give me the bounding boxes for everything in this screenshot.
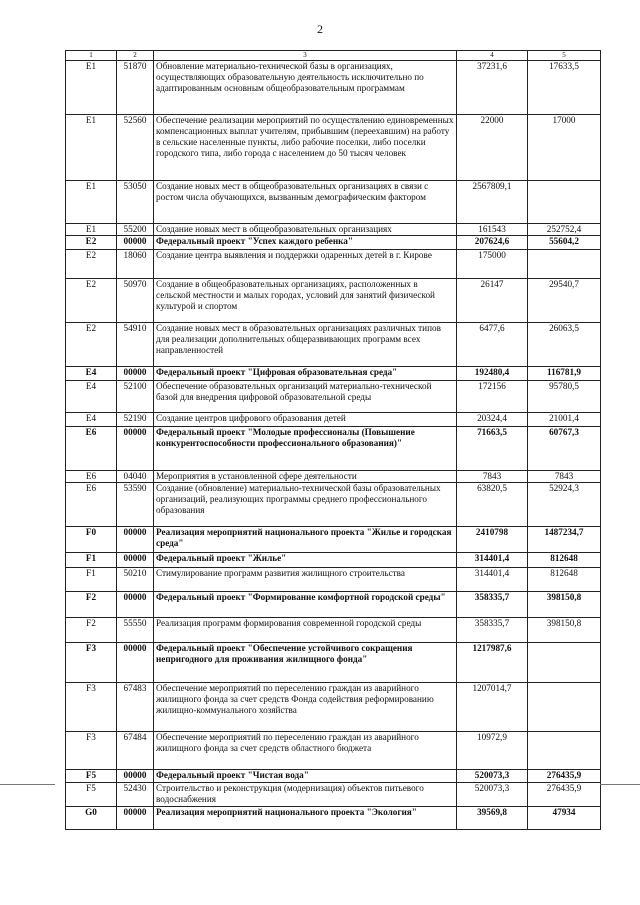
cell-description: Создание новых мест в общеобразовательных организациях в связи с ростом числа обучающихся, вызванным демографическим фактором [154, 181, 457, 224]
cell-amount-1: 26147 [457, 279, 528, 323]
cell-subcode: 00000 [117, 236, 154, 250]
budget-table [65, 50, 601, 830]
cell-amount-2: 812648 [528, 553, 601, 568]
cell-subcode: 55200 [117, 224, 154, 236]
table-row [66, 181, 601, 224]
cell-description: Обеспечение образовательных организаций материально-технической базой для внедрения цифровой образовательной среды [154, 381, 457, 413]
cell-description: Обновление материально-технической базы в организациях, осуществляющих образовательную деятельность исключительно по адаптированным основным общеобразовательным программам [154, 61, 457, 115]
cell-section-code: G0 [66, 807, 117, 830]
cell-subcode: 00000 [117, 592, 154, 618]
cell-amount-1: 358335,7 [457, 592, 528, 618]
cell-description: Реализация мероприятий национального проекта "Экология" [154, 807, 457, 830]
cell-amount-1: 20324,4 [457, 413, 528, 427]
cell-section-code: E6 [66, 483, 117, 527]
table-row [66, 115, 601, 181]
cell-amount-2 [528, 683, 601, 732]
cell-section-code: E2 [66, 323, 117, 367]
cell-amount-2 [528, 181, 601, 224]
header-col-5: 5 [528, 51, 601, 61]
header-col-1: 1 [66, 51, 117, 61]
cell-subcode: 67484 [117, 732, 154, 770]
cell-section-code: E2 [66, 250, 117, 279]
table-row [66, 683, 601, 732]
cell-subcode: 55550 [117, 618, 154, 643]
cell-subcode: 00000 [117, 643, 154, 683]
table-row [66, 568, 601, 592]
table-row [66, 413, 601, 427]
cell-description: Обеспечение реализации мероприятий по осуществлению единовременных компенсационных выплат учителям, прибывшим (переехавшим) на работу в сельские населенные пункты, либо рабочие поселки, либо поселки городского типа, либо города с населением до 50 тысяч человек [154, 115, 457, 181]
page-number: 2 [317, 22, 323, 36]
table-row [66, 381, 601, 413]
cell-subcode: 51870 [117, 61, 154, 115]
cell-amount-2: 60767,3 [528, 427, 601, 471]
cell-subcode: 52560 [117, 115, 154, 181]
cell-section-code: F3 [66, 732, 117, 770]
cell-amount-1: 71663,5 [457, 427, 528, 471]
table-row [66, 61, 601, 115]
table-row [66, 427, 601, 471]
table-row [66, 483, 601, 527]
cell-subcode: 52190 [117, 413, 154, 427]
cell-amount-1: 39569,8 [457, 807, 528, 830]
cell-section-code: E1 [66, 181, 117, 224]
cell-subcode: 00000 [117, 427, 154, 471]
table-row [66, 643, 601, 683]
cell-subcode: 52430 [117, 783, 154, 807]
cell-amount-2: 17633,5 [528, 61, 601, 115]
cell-amount-2: 21001,4 [528, 413, 601, 427]
cell-description: Создание центра выявления и поддержки одаренных детей в г. Кирове [154, 250, 457, 279]
cell-description: Создание новых мест в образовательных организациях различных типов для реализации дополнительных общеразвивающих программ всех направленностей [154, 323, 457, 367]
table-row [66, 236, 601, 250]
cell-amount-1: 207624,6 [457, 236, 528, 250]
cell-section-code: F1 [66, 568, 117, 592]
header-col-4: 4 [457, 51, 528, 61]
cell-description: Реализация мероприятий национального проекта "Жилье и городская среда" [154, 527, 457, 553]
cell-amount-2: 398150,8 [528, 592, 601, 618]
cell-amount-2: 55604,2 [528, 236, 601, 250]
table-row [66, 367, 601, 381]
cell-amount-2: 52924,3 [528, 483, 601, 527]
cell-description: Создание (обновление) материально-технической базы образовательных организаций, реализующих программы среднего профессионального образования [154, 483, 457, 527]
header-col-3: 3 [154, 51, 457, 61]
cell-amount-1: 175000 [457, 250, 528, 279]
cell-amount-2: 276435,9 [528, 783, 601, 807]
scan-line-left [0, 784, 55, 785]
cell-subcode: 54910 [117, 323, 154, 367]
table-row [66, 783, 601, 807]
cell-subcode: 52100 [117, 381, 154, 413]
cell-amount-2: 95780,5 [528, 381, 601, 413]
cell-section-code: E6 [66, 471, 117, 483]
cell-subcode: 00000 [117, 367, 154, 381]
cell-subcode: 50210 [117, 568, 154, 592]
cell-section-code: F3 [66, 643, 117, 683]
cell-description: Федеральный проект "Молодые профессионалы (Повышение конкурентоспособности профессионального образования)" [154, 427, 457, 471]
cell-description: Реализация программ формирования современной городской среды [154, 618, 457, 643]
cell-amount-1: 6477,6 [457, 323, 528, 367]
table-row [66, 250, 601, 279]
cell-amount-2 [528, 732, 601, 770]
cell-amount-1: 1217987,6 [457, 643, 528, 683]
cell-amount-1: 192480,4 [457, 367, 528, 381]
cell-amount-2: 29540,7 [528, 279, 601, 323]
cell-amount-2: 116781,9 [528, 367, 601, 381]
cell-description: Создание центров цифрового образования детей [154, 413, 457, 427]
table-row [66, 618, 601, 643]
cell-amount-1: 63820,5 [457, 483, 528, 527]
cell-amount-2: 47934 [528, 807, 601, 830]
cell-subcode: 50970 [117, 279, 154, 323]
table-row [66, 592, 601, 618]
cell-subcode: 67483 [117, 683, 154, 732]
cell-amount-1: 1207014,7 [457, 683, 528, 732]
cell-section-code: E6 [66, 427, 117, 471]
cell-section-code: F5 [66, 770, 117, 783]
cell-description: Обеспечение мероприятий по переселению граждан из аварийного жилищного фонда за счет средств Фонда содействия реформированию жилищно-коммунального хозяйства [154, 683, 457, 732]
cell-amount-1: 22000 [457, 115, 528, 181]
cell-section-code: F2 [66, 618, 117, 643]
cell-description: Федеральный проект "Обеспечение устойчивого сокращения непригодного для проживания жилищного фонда" [154, 643, 457, 683]
cell-amount-1: 37231,6 [457, 61, 528, 115]
cell-description: Создание в общеобразовательных организациях, расположенных в сельской местности и малых городах, условий для занятий физической культурой и спортом [154, 279, 457, 323]
cell-subcode: 53590 [117, 483, 154, 527]
cell-amount-1: 161543 [457, 224, 528, 236]
cell-subcode: 00000 [117, 553, 154, 568]
cell-description: Мероприятия в установленной сфере деятельности [154, 471, 457, 483]
cell-amount-1: 520073,3 [457, 770, 528, 783]
cell-section-code: E1 [66, 61, 117, 115]
cell-amount-2: 7843 [528, 471, 601, 483]
table-row [66, 323, 601, 367]
table-header-row [66, 51, 601, 61]
cell-section-code: F0 [66, 527, 117, 553]
cell-section-code: E2 [66, 236, 117, 250]
budget-table-container [65, 50, 600, 830]
cell-subcode: 18060 [117, 250, 154, 279]
cell-section-code: F2 [66, 592, 117, 618]
cell-description: Стимулирование программ развития жилищного строительства [154, 568, 457, 592]
cell-subcode: 00000 [117, 807, 154, 830]
cell-section-code: E1 [66, 115, 117, 181]
cell-amount-2: 17000 [528, 115, 601, 181]
cell-description: Строительство и реконструкция (модернизация) объектов питьевого водоснабжения [154, 783, 457, 807]
cell-amount-1: 358335,7 [457, 618, 528, 643]
cell-section-code: E2 [66, 279, 117, 323]
cell-amount-2: 276435,9 [528, 770, 601, 783]
cell-amount-1: 10972,9 [457, 732, 528, 770]
table-row [66, 224, 601, 236]
cell-description: Создание новых мест в общеобразовательных организациях [154, 224, 457, 236]
cell-description: Федеральный проект "Формирование комфортной городской среды" [154, 592, 457, 618]
cell-description: Федеральный проект "Цифровая образовательная среда" [154, 367, 457, 381]
table-row [66, 553, 601, 568]
cell-amount-1: 314401,4 [457, 568, 528, 592]
cell-section-code: E4 [66, 413, 117, 427]
cell-amount-1: 2410798 [457, 527, 528, 553]
cell-subcode: 00000 [117, 770, 154, 783]
cell-section-code: E4 [66, 381, 117, 413]
cell-description: Федеральный проект "Чистая вода" [154, 770, 457, 783]
cell-amount-1: 2567809,1 [457, 181, 528, 224]
table-row [66, 807, 601, 830]
cell-amount-2: 252752,4 [528, 224, 601, 236]
cell-amount-1: 520073,3 [457, 783, 528, 807]
cell-amount-2: 398150,8 [528, 618, 601, 643]
cell-amount-2: 1487234,7 [528, 527, 601, 553]
cell-amount-2 [528, 250, 601, 279]
cell-description: Обеспечение мероприятий по переселению граждан из аварийного жилищного фонда за счет средств областного бюджета [154, 732, 457, 770]
header-col-2: 2 [117, 51, 154, 61]
table-row [66, 770, 601, 783]
cell-amount-1: 7843 [457, 471, 528, 483]
cell-amount-2: 26063,5 [528, 323, 601, 367]
cell-amount-1: 172156 [457, 381, 528, 413]
cell-section-code: F1 [66, 553, 117, 568]
cell-description: Федеральный проект "Успех каждого ребенка" [154, 236, 457, 250]
table-row [66, 471, 601, 483]
table-row [66, 279, 601, 323]
cell-amount-2 [528, 643, 601, 683]
cell-section-code: E4 [66, 367, 117, 381]
cell-description: Федеральный проект "Жилье" [154, 553, 457, 568]
table-row [66, 527, 601, 553]
cell-amount-2: 812648 [528, 568, 601, 592]
cell-subcode: 00000 [117, 527, 154, 553]
table-row [66, 732, 601, 770]
cell-section-code: F5 [66, 783, 117, 807]
cell-section-code: F3 [66, 683, 117, 732]
cell-subcode: 04040 [117, 471, 154, 483]
cell-section-code: E1 [66, 224, 117, 236]
cell-amount-1: 314401,4 [457, 553, 528, 568]
scan-line-right [600, 784, 640, 785]
cell-subcode: 53050 [117, 181, 154, 224]
